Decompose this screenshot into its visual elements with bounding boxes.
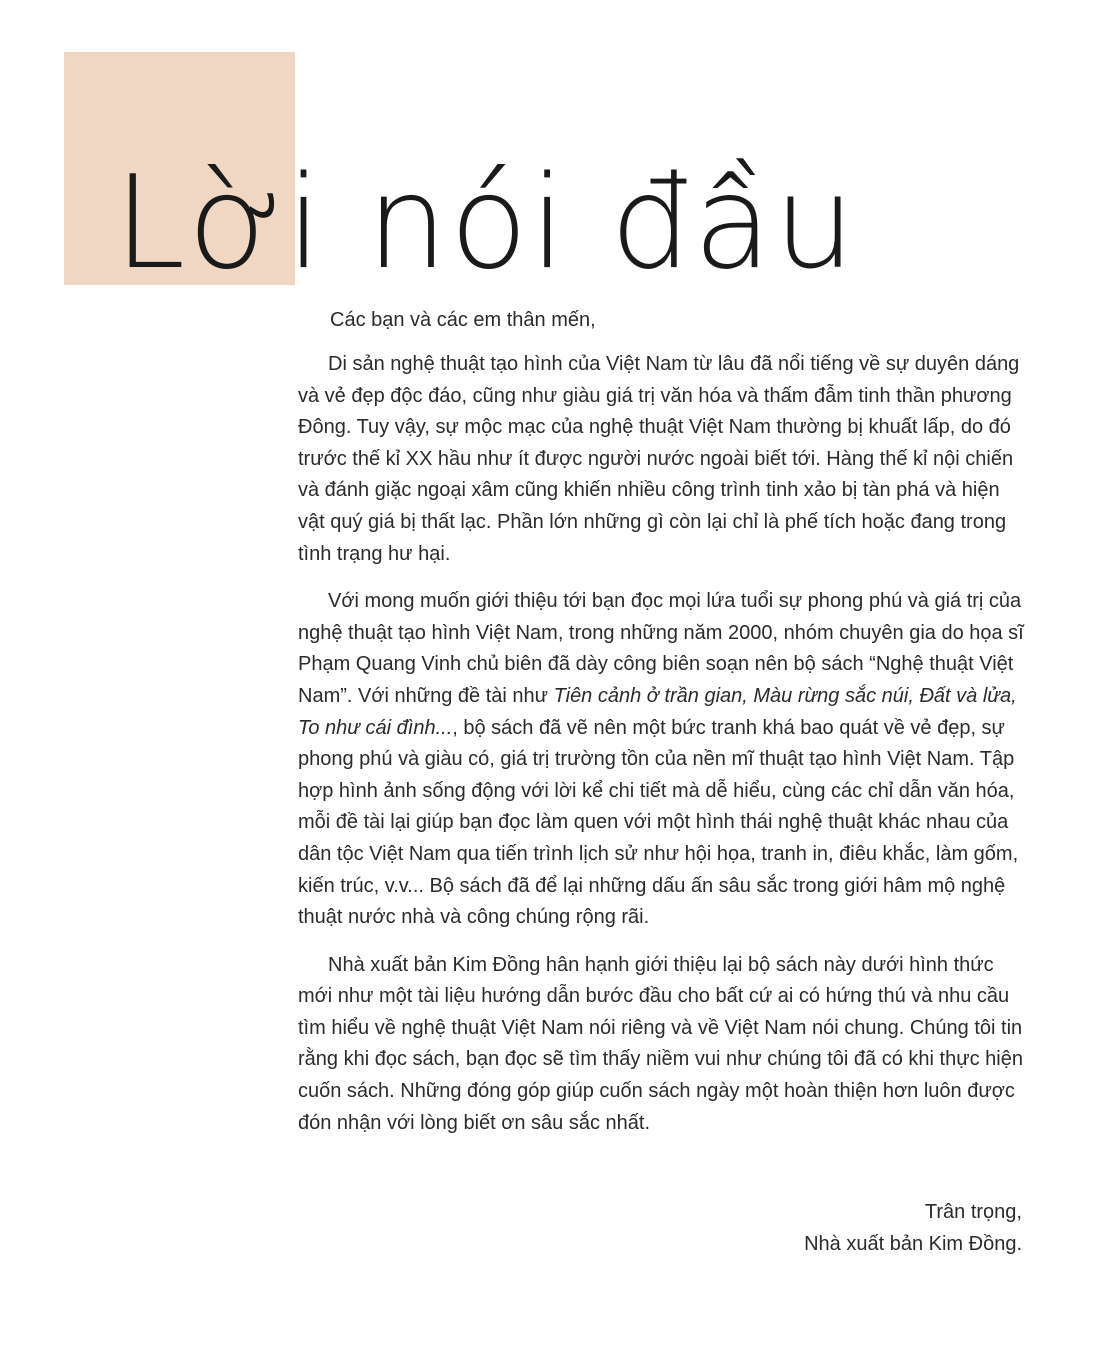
paragraph-1: Di sản nghệ thuật tạo hình của Việt Nam từ lâu đã nổi tiếng về sự duyên dáng và vẻ đẹp độc đáo, cũng như giàu giá trị văn hóa và thấm đẫm tinh thần phương Đông. Tuy vậy, sự mộc mạc của nghệ thuật Việt Nam thường bị khuất lấp, do đó trước thế kỉ XX hầu như ít được người nước ngoài biết tới. Hàng thế kỉ nội chiến và đánh giặc ngoại xâm cũng khiến nhiều công trình tinh xảo bị tàn phá và hiện vật quý giá bị thất lạc. Phần lớn những gì còn lại chỉ là phế tích hoặc đang trong tình trạng hư hại. (298, 353, 1020, 565)
paragraph-2-italic-titles: Tiên cảnh ở trần gian, Màu rừng sắc núi, Đất và lửa, To như cái đình... (298, 684, 1017, 739)
paragraph-2-text-b: , bộ sách đã vẽ nên một bức tranh khá bao quát về vẻ đẹp, sự phong phú và giàu có, giá trị trường tồn của nền mĩ thuật tạo hình Việt Nam. Tập hợp hình ảnh sống động với lời kể chi tiết mà dễ hiểu, cùng các chỉ dẫn văn hóa, mỗi đề tài lại giúp bạn đọc làm quen với một hình thái nghệ thuật khác nhau của dân tộc Việt Nam qua tiến trình lịch sử như hội họa, tranh in, điêu khắc, làm gốm, kiến trúc, v.v... Bộ sách đã để lại những dấu ấn sâu sắc trong giới hâm mộ nghệ thuật nước nhà và công chúng rộng rãi. (298, 716, 1019, 929)
publisher-name: Nhà xuất bản Kim Đồng. (804, 1233, 1022, 1255)
page-title: Lời nói đầu (114, 149, 857, 298)
signoff (804, 1196, 1022, 1260)
greeting: Các bạn và các em thân mến, (330, 309, 596, 331)
paragraph-2-text-a: Với mong muốn giới thiệu tới bạn đọc mọi lứa tuổi sự phong phú và giá trị của nghệ thuật tạo hình Việt Nam, trong những năm 2000, nhóm chuyên gia do họa sĩ Phạm Quang Vinh chủ biên đã dày công biên soạn nên bộ sách “Nghệ thuật Việt Nam”. Với những đề tài như (298, 590, 1024, 707)
paragraph-3: Nhà xuất bản Kim Đồng hân hạnh giới thiệu lại bộ sách này dưới hình thức mới như một tài liệu hướng dẫn bước đầu cho bất cứ ai có hứng thú và nhu cầu tìm hiểu về nghệ thuật Việt Nam nói riêng và về Việt Nam nói chung. Chúng tôi tin rằng khi đọc sách, bạn đọc sẽ tìm thấy niềm vui như chúng tôi đã có khi thực hiện cuốn sách. Những đóng góp giúp cuốn sách ngày một hoàn thiện hơn luôn được đón nhận với lòng biết ơn sâu sắc nhất. (298, 953, 1023, 1134)
paragraph-2 (298, 586, 1028, 934)
body-text (298, 349, 1028, 1155)
closing-line: Trân trọng, (924, 1201, 1022, 1223)
